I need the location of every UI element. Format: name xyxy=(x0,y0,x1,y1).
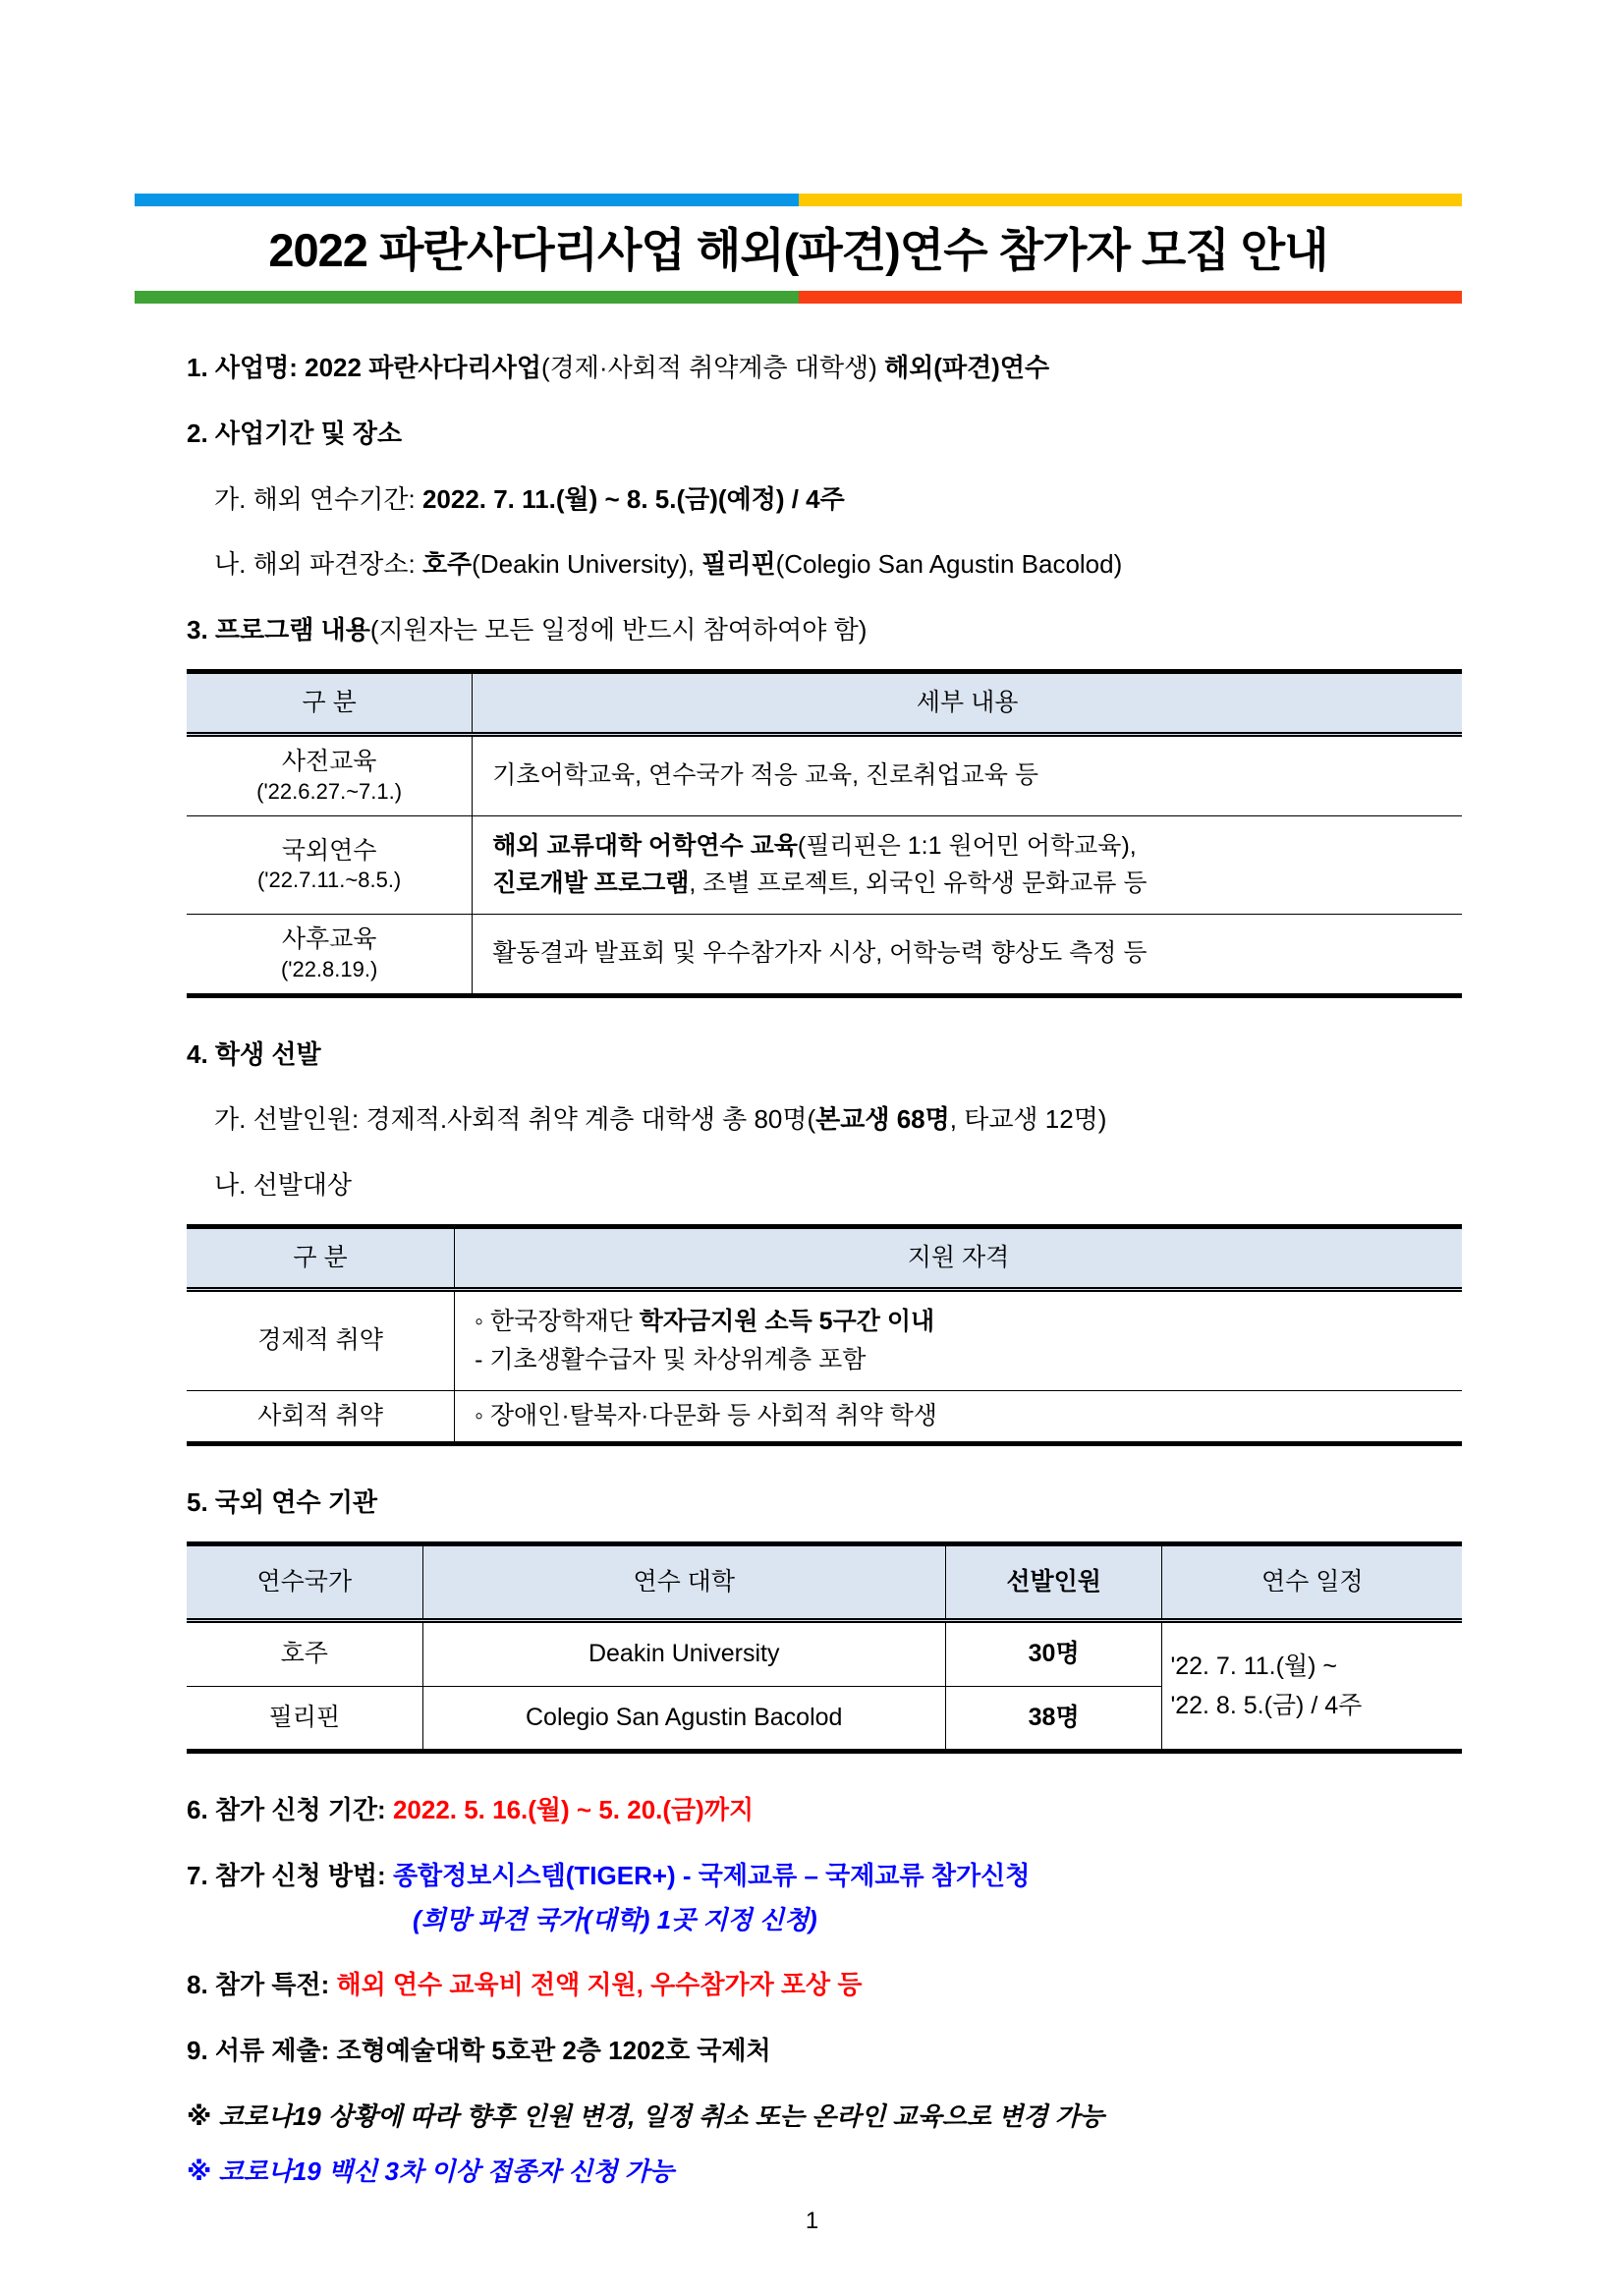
content-regular: ◦ 한국장학재단 xyxy=(475,1308,640,1336)
section-2b-univ-2: (Colegio San Agustin Bacolod) xyxy=(775,549,1123,580)
document-body xyxy=(187,353,1462,2187)
section-2a-prefix: 가. 해외 연수기간: xyxy=(214,483,422,514)
page-number: 1 xyxy=(805,2208,819,2234)
section-9-label: 9. 서류 제출: xyxy=(187,2036,337,2066)
inst-row-2-count: 38명 xyxy=(945,1686,1162,1752)
category-name: 사전교육 xyxy=(281,748,377,776)
inst-header-country: 연수국가 xyxy=(187,1543,422,1621)
inst-row-1-count: 30명 xyxy=(945,1621,1162,1687)
bar-segment-red xyxy=(799,291,1463,304)
section-9-line xyxy=(187,2036,1462,2066)
inst-row-2-university: Colegio San Agustin Bacolod xyxy=(422,1686,945,1752)
bar-segment-green xyxy=(135,291,799,304)
inst-header-count: 선발인원 xyxy=(945,1543,1162,1621)
bar-segment-yellow xyxy=(799,194,1463,206)
section-4a-text: 가. 선발인원: 경제적.사회적 취약 계층 대학생 총 80명( xyxy=(214,1104,816,1135)
content-bold: 해외 교류대학 어학연수 교육 xyxy=(492,831,798,860)
section-8-line xyxy=(187,1970,1462,2000)
section-2-item-a xyxy=(187,484,1462,515)
covid-note-1: ※ 코로나19 상황에 따라 향후 인원 변경, 일정 취소 또는 온라인 교육으로 변경 가능 xyxy=(187,2100,1104,2131)
table-row xyxy=(187,915,1462,995)
program-table xyxy=(187,669,1462,998)
content-line2: - 기초생활수급자 및 차상위계층 포함 xyxy=(475,1345,867,1373)
category-name: 사후교육 xyxy=(281,925,377,954)
section-4-heading: 4. 학생 선발 xyxy=(187,1038,321,1069)
eligibility-table xyxy=(187,1224,1462,1447)
program-row-1-category xyxy=(187,735,473,815)
section-2b-prefix: 나. 해외 파견장소: xyxy=(214,549,422,580)
table-header-row xyxy=(187,1226,1462,1290)
inst-row-2-country: 필리핀 xyxy=(187,1686,422,1752)
section-2b-country-2: 필리핀 xyxy=(701,549,776,580)
section-7-value-2: (희망 파견 국가(대학) 1곳 지정 신청) xyxy=(413,1904,817,1934)
section-7-value: 종합정보시스템(TIGER+) - 국제교류 – 국제교류 참가신청 xyxy=(392,1861,1031,1891)
section-3-note: (지원자는 모든 일정에 반드시 참여하여야 함) xyxy=(369,615,868,645)
section-8-value: 해외 연수 교육비 전액 지원, 우수참가자 포상 등 xyxy=(336,1970,863,2000)
section-3-heading xyxy=(187,615,1462,645)
table-row xyxy=(187,1621,1462,1687)
section-1-label: 1. 사업명: 2022 파란사다리사업 xyxy=(187,353,542,383)
section-6-label: 6. 참가 신청 기간: xyxy=(187,1795,393,1825)
content-bold: 학자금지원 소득 5구간 이내 xyxy=(639,1308,935,1336)
content-bold: 진로개발 프로그램 xyxy=(492,869,690,898)
category-period: ('22.7.11.~8.5.) xyxy=(256,868,402,893)
eligibility-row-1-category: 경제적 취약 xyxy=(187,1290,455,1391)
section-7-label: 7. 참가 신청 방법: xyxy=(187,1861,393,1891)
section-2a-period: 2022. 7. 11.(월) ~ 8. 5.(금)(예정) / 4주 xyxy=(421,483,845,514)
section-3-label: 3. 프로그램 내용 xyxy=(187,615,370,645)
table-row xyxy=(187,1290,1462,1391)
eligibility-row-2-content: ◦ 장애인·탈북자·다문화 등 사회적 취약 학생 xyxy=(455,1390,1462,1444)
eligibility-header-qualification: 지원 자격 xyxy=(455,1226,1462,1290)
program-row-3-category xyxy=(187,915,473,995)
program-row-2-content xyxy=(473,815,1462,915)
section-1-line xyxy=(187,353,1462,383)
content-regular: (필리핀은 1:1 원어민 어학교육), xyxy=(797,831,1137,860)
table-header-row xyxy=(187,671,1462,735)
title-bottom-bar xyxy=(135,291,1462,304)
program-header-category: 구 분 xyxy=(187,671,473,735)
section-6-value: 2022. 5. 16.(월) ~ 5. 20.(금)까지 xyxy=(392,1795,755,1825)
institutions-table xyxy=(187,1541,1462,1755)
category-period: ('22.6.27.~7.1.) xyxy=(256,778,403,804)
inst-row-1-country: 호주 xyxy=(187,1621,422,1687)
section-2b-country-1: 호주 xyxy=(421,549,473,580)
section-5-heading: 5. 국외 연수 기관 xyxy=(187,1487,378,1518)
category-name: 국외연수 xyxy=(281,836,377,865)
section-7-line xyxy=(187,1861,1462,1891)
section-7-line-2 xyxy=(187,1905,1462,1935)
inst-row-1-university: Deakin University xyxy=(422,1621,945,1687)
section-4-item-a xyxy=(187,1104,1462,1135)
section-4a-suffix: , 타교생 12명) xyxy=(949,1104,1107,1135)
section-6-line xyxy=(187,1795,1462,1825)
program-row-1-content: 기초어학교육, 연수국가 적응 교육, 진로취업교육 등 xyxy=(473,735,1462,815)
eligibility-header-category: 구 분 xyxy=(187,1226,455,1290)
section-2-item-b xyxy=(187,549,1462,580)
program-row-2-category xyxy=(187,815,473,915)
section-4-item-b: 나. 선발대상 xyxy=(214,1170,353,1200)
section-9-value: 조형예술대학 5호관 2층 1202호 국제처 xyxy=(336,2036,771,2066)
bar-segment-blue xyxy=(135,194,799,206)
table-header-row xyxy=(187,1543,1462,1621)
program-row-3-content: 활동결과 발표회 및 우수참가자 시상, 어학능력 향상도 측정 등 xyxy=(473,915,1462,995)
section-1-paren: (경제·사회적 취약계층 대학생) xyxy=(541,353,885,383)
program-header-detail: 세부 내용 xyxy=(473,671,1462,735)
inst-schedule-cell xyxy=(1162,1621,1462,1752)
inst-header-schedule: 연수 일정 xyxy=(1162,1543,1462,1621)
section-4a-bold: 본교생 68명 xyxy=(815,1104,950,1135)
eligibility-row-2-category: 사회적 취약 xyxy=(187,1390,455,1444)
covid-note-2: ※ 코로나19 백신 3차 이상 접종자 신청 가능 xyxy=(187,2156,674,2187)
section-1-suffix: 해외(파견)연수 xyxy=(884,353,1050,383)
schedule-line-2: '22. 8. 5.(금) / 4주 xyxy=(1170,1692,1363,1720)
table-row xyxy=(187,1390,1462,1444)
content-regular: , 조별 프로젝트, 외국인 유학생 문화교류 등 xyxy=(689,869,1148,898)
table-row xyxy=(187,815,1462,915)
eligibility-row-1-content xyxy=(455,1290,1462,1391)
section-2b-univ-1: (Deakin University), xyxy=(472,549,702,580)
title-block xyxy=(135,194,1462,304)
title-top-bar xyxy=(135,194,1462,206)
schedule-line-1: '22. 7. 11.(월) ~ xyxy=(1170,1652,1337,1681)
category-period: ('22.8.19.) xyxy=(280,956,378,981)
document-title: 2022 파란사다리사업 해외(파견)연수 참가자 모집 안내 xyxy=(268,224,1328,276)
table-row xyxy=(187,735,1462,815)
inst-header-university: 연수 대학 xyxy=(422,1543,945,1621)
section-8-label: 8. 참가 특전: xyxy=(187,1970,337,2000)
section-2-heading: 2. 사업기간 및 장소 xyxy=(187,419,403,449)
